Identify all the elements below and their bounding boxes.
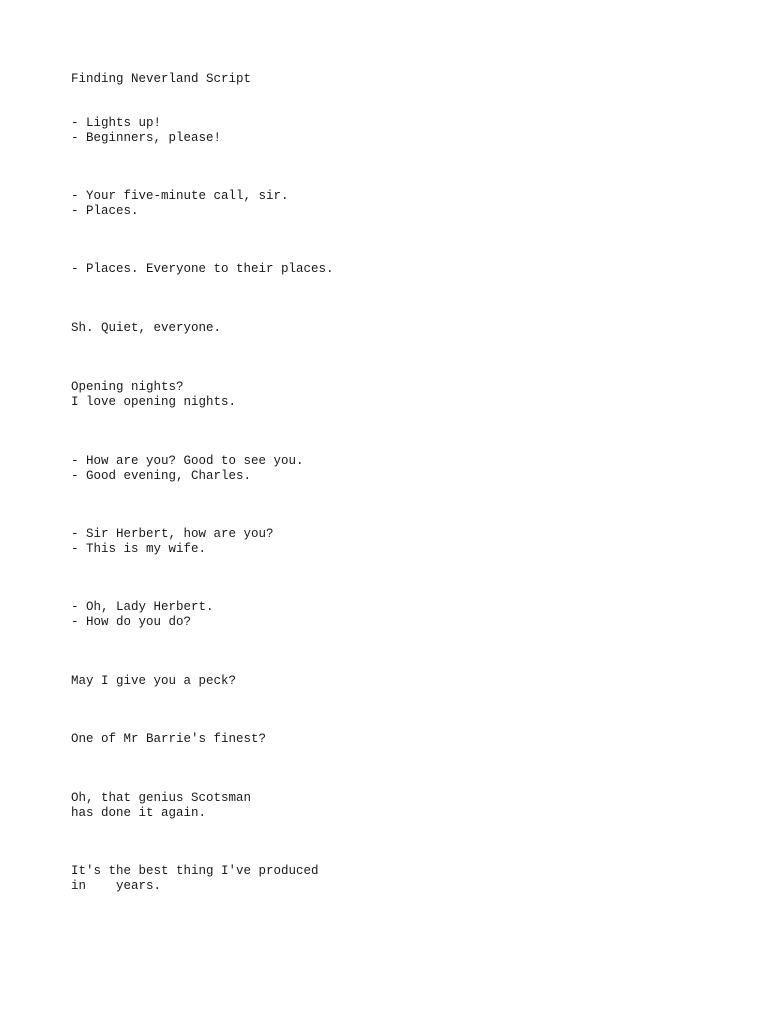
script-line: - How are you? Good to see you.: [71, 454, 304, 468]
script-line: It's the best thing I've produced: [71, 864, 319, 878]
script-line: I love opening nights.: [71, 395, 237, 409]
script-line: Sh. Quiet, everyone.: [71, 321, 222, 335]
script-line: has done it again.: [71, 806, 207, 820]
script-line: - Good evening, Charles.: [71, 469, 252, 483]
script-line: - Places.: [71, 204, 139, 218]
script-line: - Places. Everyone to their places.: [71, 262, 334, 276]
script-line: Oh, that genius Scotsman: [71, 791, 252, 805]
script-line: - How do you do?: [71, 615, 192, 629]
script-line: - Your five-minute call, sir.: [71, 189, 289, 203]
script-line: Opening nights?: [71, 380, 184, 394]
script-line: - This is my wife.: [71, 542, 207, 556]
document-title: Finding Neverland Script: [71, 72, 252, 86]
script-line: - Oh, Lady Herbert.: [71, 600, 214, 614]
script-line: - Beginners, please!: [71, 131, 222, 145]
script-line: in years.: [71, 879, 162, 893]
script-line: - Lights up!: [71, 116, 162, 130]
script-line: One of Mr Barrie's finest?: [71, 732, 267, 746]
script-line: May I give you a peck?: [71, 674, 237, 688]
script-line: - Sir Herbert, how are you?: [71, 527, 274, 541]
